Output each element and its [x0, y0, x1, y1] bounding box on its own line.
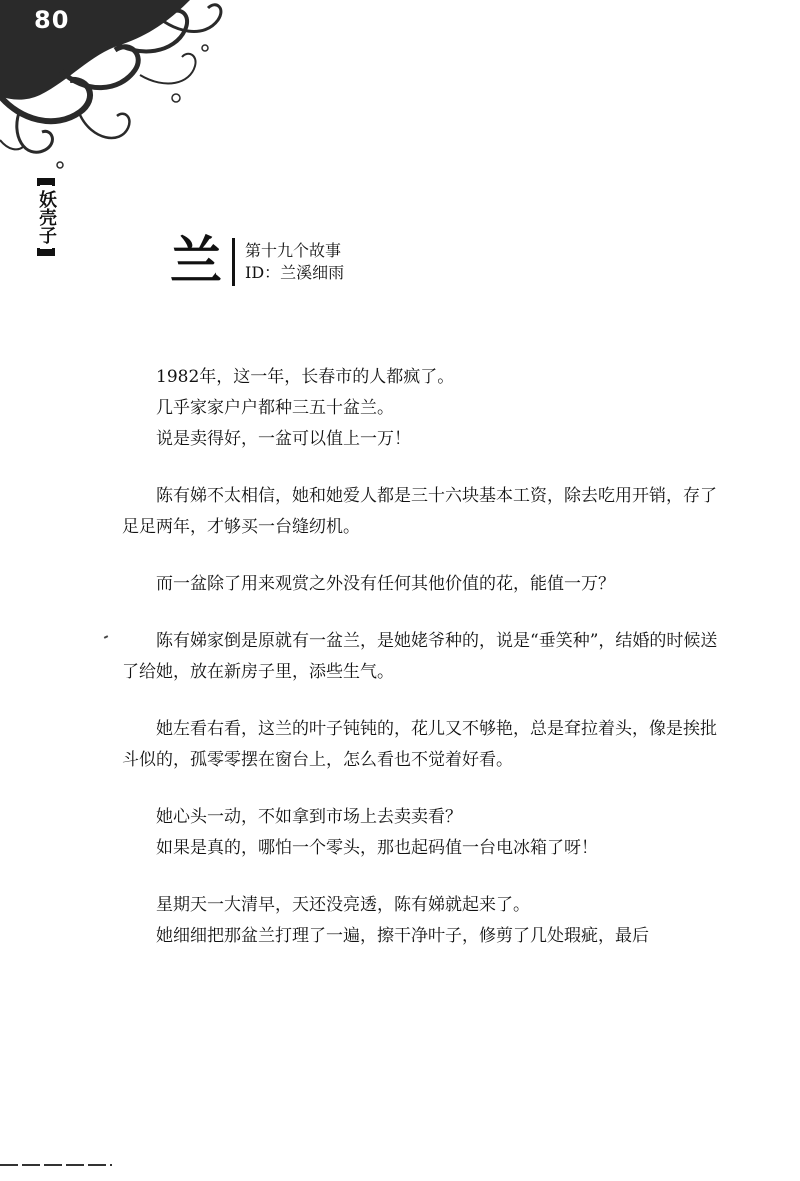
title-bracket-bottom	[37, 248, 55, 256]
text-line: 如果是真的，哪怕一个零头，那也起码值一台电冰箱了呀！	[156, 838, 598, 858]
paragraph: 她左看右看，这兰的叶子钝钝的，花儿又不够艳，总是耷拉着头，像是挨批斗似的，孤零零摆在窗台上，怎么看也不觉着好看。	[122, 719, 717, 770]
paragraph	[122, 890, 718, 952]
text-line: 1982年，这一年，长春市的人都疯了。	[156, 367, 455, 387]
page-number: 80	[34, 6, 70, 34]
chapter-divider	[232, 238, 235, 286]
story-index: 第十九个故事	[245, 241, 342, 260]
side-title-text: 妖壳子	[36, 190, 57, 244]
paragraph	[122, 362, 718, 455]
author-id: ID：兰溪细雨	[245, 263, 345, 282]
text-line: 星期天一大清早，天还没亮透，陈有娣就起来了。	[156, 895, 530, 915]
chapter-header	[170, 232, 344, 292]
story-body	[122, 362, 718, 978]
text-line: 她细细把那盆兰打理了一遍，擦干净叶子，修剪了几处瑕疵，最后	[156, 926, 649, 946]
scan-mark	[104, 635, 108, 639]
paragraph: 而一盆除了用来观赏之外没有任何其他价值的花，能值一万？	[156, 574, 615, 594]
paragraph: 陈有娣不太相信，她和她爱人都是三十六块基本工资，除去吃用开销，存了足足两年，才够买一台缝纫机。	[122, 486, 717, 537]
bottom-dashed-rule	[0, 1164, 112, 1166]
chapter-meta	[245, 240, 344, 284]
paragraph	[122, 802, 718, 864]
text-line: 说是卖得好，一盆可以值上一万！	[156, 429, 411, 449]
title-bracket-top	[37, 178, 55, 186]
side-book-title	[26, 178, 66, 256]
text-line: 几乎家家户户都种三五十盆兰。	[156, 398, 394, 418]
chapter-title-character: 兰	[170, 231, 223, 292]
text-line: 她心头一动，不如拿到市场上去卖卖看？	[156, 807, 462, 827]
paragraph: 陈有娣家倒是原就有一盆兰，是她姥爷种的，说是“垂笑种”，结婚的时候送了给她，放在新房子里，添些生气。	[122, 631, 718, 682]
